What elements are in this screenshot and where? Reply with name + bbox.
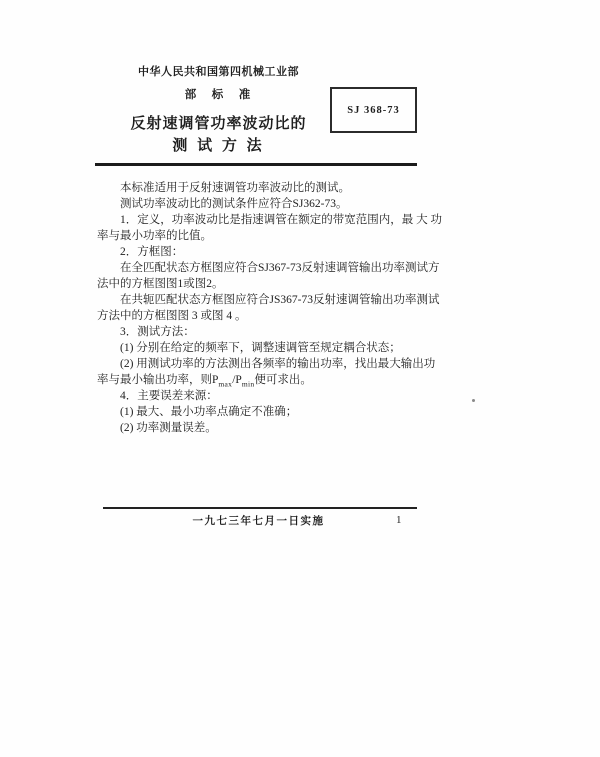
implementation-date: 一九七三年七月一日实施 (192, 516, 325, 527)
standard-type-label: 部 标 准 (184, 89, 253, 101)
standard-number-box (330, 87, 417, 133)
body-line: 测试功率波动比的测试条件应符合SJ362-73。 (120, 198, 348, 210)
body-line: 方法中的方框图图 3 或图 4 。 (97, 310, 247, 322)
ministry-name: 中华人民共和国第四机械工业部 (138, 66, 299, 78)
body-line: 1．定义，功率波动比是指速调管在额定的带宽范围内，最 大 功 (120, 214, 442, 226)
footer-divider (103, 507, 417, 509)
body-line: (2) 功率测量误差。 (120, 422, 217, 434)
body-line: 率与最小功率的比值。 (97, 230, 212, 242)
body-line: 在全匹配状态方框图应符合SJ367-73反射速调管输出功率测试方 (120, 262, 440, 274)
document-title-line2: 测 试 方 法 (172, 138, 265, 154)
header-divider (95, 163, 417, 166)
page-number: 1 (396, 514, 402, 526)
body-line: (1) 最大、最小功率点确定不准确； (120, 406, 298, 418)
body-line: 4．主要误差来源： (120, 390, 218, 402)
body-line: 3．测试方法： (120, 326, 195, 338)
body-line: (1) 分别在给定的频率下，调整速调管至规定耦合状态； (120, 342, 401, 354)
body-line: 率与最小输出功率，则$P_{max}/P_{min}$便可求出。 (97, 374, 312, 389)
document-title-line1: 反射速调管功率波动比的 (130, 116, 307, 132)
body-line: 在共轭匹配状态方框图应符合JS367-73反射速调管输出功率测试 (120, 294, 440, 306)
body-line: 2．方框图： (120, 246, 184, 258)
body-line: (2) 用测试功率的方法测出各频率的输出功率，找出最大输出功 (120, 358, 436, 370)
body-line: 本标准适用于反射速调管功率波动比的测试。 (120, 182, 350, 194)
body-text (97, 180, 442, 436)
body-line: 法中的方框图图1或图2。 (97, 278, 224, 290)
scan-speck (472, 399, 475, 402)
standard-number: SJ 368-73 (347, 104, 400, 116)
